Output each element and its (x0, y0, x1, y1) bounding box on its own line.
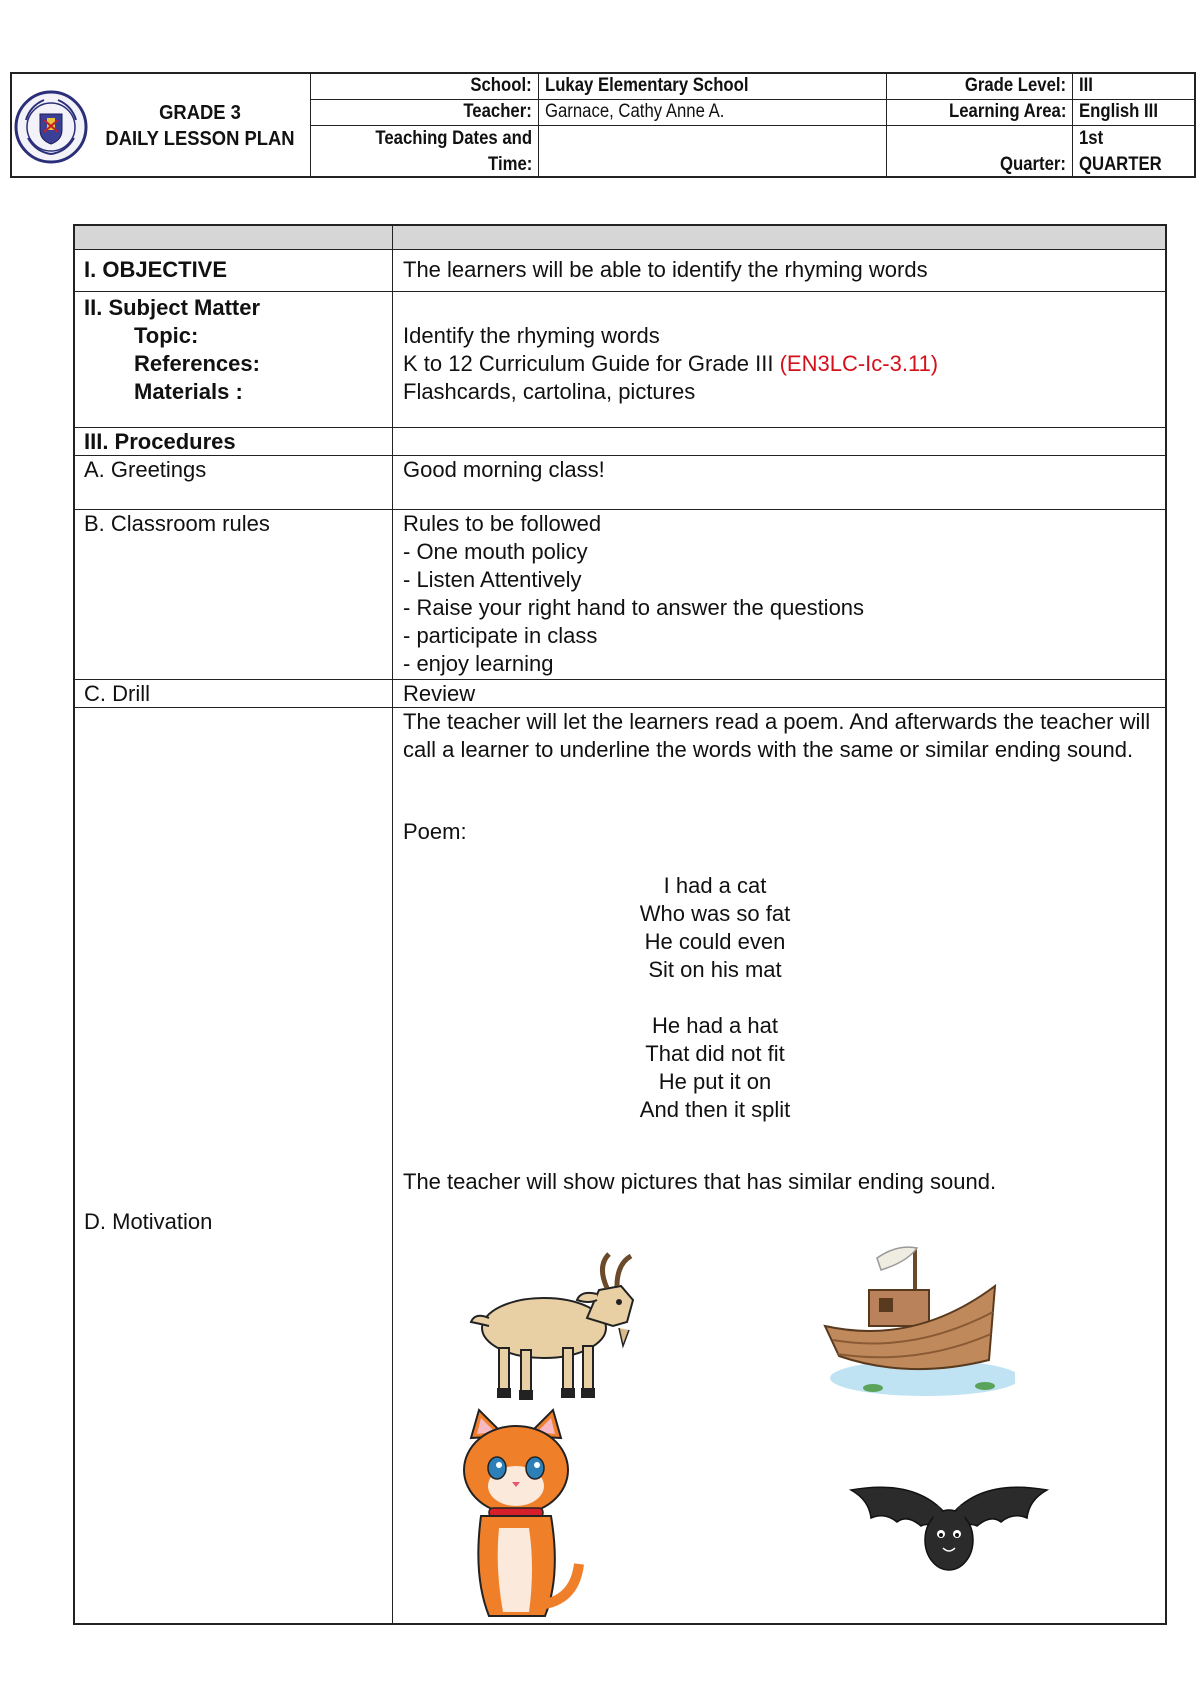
teaching-dates-value (539, 126, 887, 176)
grade-level-label: Grade Level: (887, 74, 1073, 100)
references-label: References: (134, 351, 260, 376)
references-value: K to 12 Curriculum Guide for Grade III (EN3LC-Ic-3.11) (403, 351, 939, 376)
bat-picture-icon (849, 1478, 1049, 1588)
cat-picture-icon (441, 1408, 591, 1623)
lesson-plan-table (73, 224, 1167, 1625)
pictures-intro: The teacher will show pictures that has similar ending sound. (403, 1169, 997, 1194)
list-item: - One mouth policy (403, 539, 588, 564)
list-item: - Listen Attentively (403, 567, 582, 592)
poem-line: Sit on his mat (648, 957, 782, 982)
classroom-rules-list (403, 510, 1155, 678)
goat-picture-icon (459, 1248, 649, 1408)
curriculum-code: (EN3LC-Ic-3.11) (779, 351, 939, 376)
topic-value: Identify the rhyming words (403, 323, 660, 348)
header-title (104, 100, 295, 152)
drill-text: Review (403, 681, 476, 706)
grade-title-line: GRADE 3 (159, 102, 241, 124)
school-value: Lukay Elementary School (539, 74, 887, 100)
list-item: - enjoy learning (403, 651, 554, 676)
poem-line: Who was so fat (639, 901, 791, 926)
learning-area-label: Learning Area: (887, 100, 1073, 126)
objective-text: The learners will be able to identify the rhyming words (403, 257, 928, 282)
lesson-plan-header (10, 72, 1196, 178)
objective-label: I. OBJECTIVE (84, 257, 228, 282)
teaching-dates-label: Teaching Dates and Time: (311, 126, 539, 176)
header-fields-grid (311, 74, 1194, 176)
classroom-rules-label: B. Classroom rules (84, 511, 270, 536)
poem-label: Poem: (403, 819, 467, 844)
grade-level-value: III (1073, 74, 1194, 100)
quarter-label: Quarter: (887, 126, 1073, 176)
drill-row (75, 680, 1165, 708)
materials-label: Materials : (134, 379, 243, 404)
poem-line: I had a cat (663, 873, 767, 898)
classroom-rules-row (75, 510, 1165, 680)
list-item: - participate in class (403, 623, 598, 648)
poem-line: That did not fit (645, 1041, 785, 1066)
greetings-text: Good morning class! (403, 457, 605, 482)
materials-value: Flashcards, cartolina, pictures (403, 379, 696, 404)
poem-line: He put it on (658, 1069, 772, 1094)
motivation-intro: The teacher will let the learners read a poem. And afterwards the teacher will call a learner to underline the words with the same or similar ending sound. (403, 709, 1151, 762)
procedures-row (75, 428, 1165, 456)
boat-picture-icon (815, 1228, 1015, 1408)
subject-matter-values (403, 322, 1155, 406)
poem-line: He could even (644, 929, 786, 954)
teacher-label: Teacher: (311, 100, 539, 126)
subject-matter-labels (84, 294, 384, 406)
poem-stanza-1 (475, 872, 955, 984)
quarter-value: 1st QUARTER (1079, 128, 1162, 175)
learning-area-value: English III (1073, 100, 1194, 126)
school-label: School: (311, 74, 539, 100)
subject-matter-row (75, 292, 1165, 428)
greetings-label: A. Greetings (84, 457, 207, 482)
teacher-value: Garnace, Cathy Anne A. (539, 100, 887, 126)
greetings-row (75, 456, 1165, 510)
rules-intro: Rules to be followed (403, 511, 602, 536)
list-item: - Raise your right hand to answer the questions (403, 595, 865, 620)
drill-label: C. Drill (84, 681, 150, 706)
table-header-row (75, 226, 1165, 250)
header-title-cell (12, 74, 311, 176)
motivation-label: D. Motivation (84, 1209, 213, 1234)
poem-stanza-2 (475, 1012, 955, 1124)
procedures-label: III. Procedures (84, 429, 236, 454)
plan-title-line: DAILY LESSON PLAN (105, 128, 295, 150)
deped-seal-icon (14, 90, 88, 164)
objective-row (75, 250, 1165, 292)
poem-line: And then it split (639, 1097, 791, 1122)
poem-line: He had a hat (652, 1013, 778, 1038)
topic-label: Topic: (134, 323, 199, 348)
motivation-row (75, 708, 1165, 1623)
subject-matter-label: II. Subject Matter (84, 295, 261, 320)
